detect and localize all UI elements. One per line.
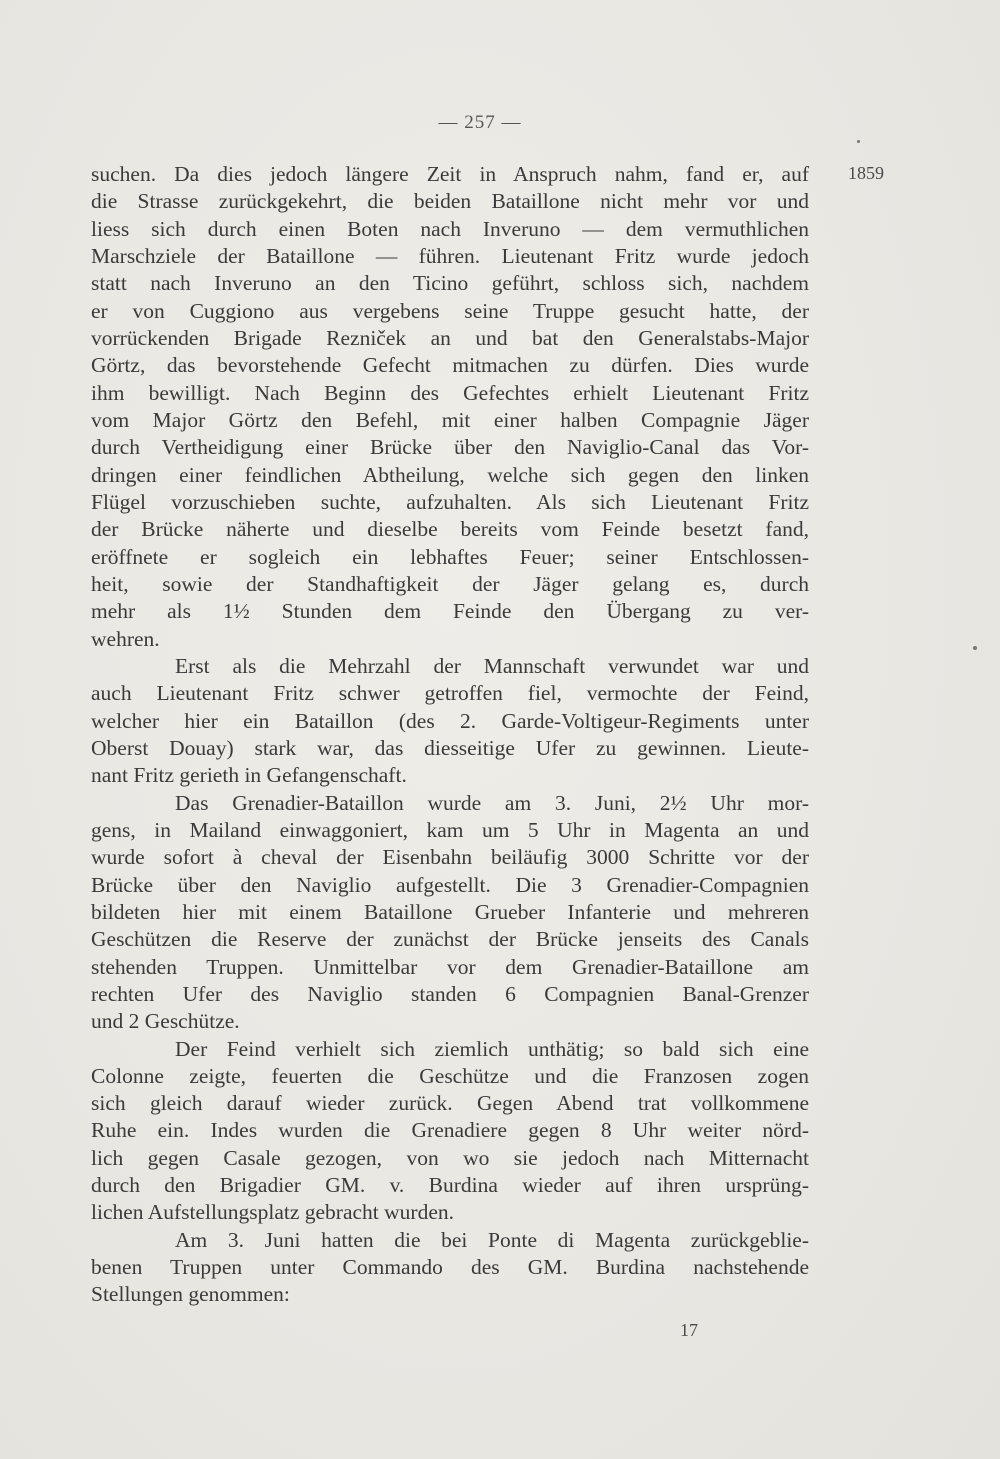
text-line: heit, sowie der Standhaftigkeit der Jäger gelang es, durch (91, 571, 809, 596)
text-line: ihm bewilligt. Nach Beginn des Gefechtes erhielt Lieutenant Fritz (91, 380, 809, 405)
body-text (91, 161, 809, 1309)
paper-speck (973, 646, 977, 650)
paper-speck (857, 140, 860, 143)
text-line: Flügel vorzuschieben suchte, aufzuhalten. Als sich Lieutenant Fritz (91, 489, 809, 514)
text-line: welcher hier ein Bataillon (des 2. Garde-Voltigeur-Regiments unter (91, 708, 809, 733)
text-line: suchen. Da dies jedoch längere Zeit in Anspruch nahm, fand er, auf (91, 162, 809, 186)
text-line: wehren. (91, 626, 160, 651)
text-line: Colonne zeigte, feuerten die Geschütze und die Franzosen zogen (91, 1063, 809, 1088)
text-line: Das Grenadier-Bataillon wurde am 3. Juni, 2½ Uhr mor- (175, 790, 809, 815)
text-line: die Strasse zurückgekehrt, die beiden Bataillone nicht mehr vor und (91, 189, 809, 214)
text-line: Stellungen genommen: (91, 1282, 290, 1307)
text-line: stehenden Truppen. Unmittelbar vor dem Grenadier-Bataillone am (91, 954, 809, 979)
text-line: er von Cuggiono aus vergebens seine Truppe gesucht hatte, der (91, 298, 809, 323)
text-line: durch Vertheidigung einer Brücke über den Naviglio-Canal das Vor- (91, 435, 809, 460)
margin-year-note: 1859 (848, 163, 884, 183)
text-line: gens, in Mailand einwaggoniert, kam um 5 Uhr in Magenta an und (91, 817, 809, 842)
text-line: liess sich durch einen Boten nach Inveruno — dem vermuthlichen (91, 216, 809, 241)
text-line: auch Lieutenant Fritz schwer getroffen fiel, vermochte der Feind, (91, 681, 809, 706)
text-line: lich gegen Casale gezogen, von wo sie jedoch nach Mitternacht (91, 1145, 809, 1170)
text-line: nant Fritz gerieth in Gefangenschaft. (91, 763, 407, 788)
text-line: und 2 Geschütze. (91, 1009, 240, 1034)
text-line: Erst als die Mehrzahl der Mannschaft verwundet war und (175, 653, 809, 678)
text-line: Marschziele der Bataillone — führen. Lieutenant Fritz wurde jedoch (91, 243, 809, 268)
text-line: Görtz, das bevorstehende Gefecht mitmachen zu dürfen. Dies wurde (91, 353, 809, 378)
text-line: statt nach Inveruno an den Ticino geführt, schloss sich, nachdem (91, 271, 809, 296)
text-line: wurde sofort à cheval der Eisenbahn beiläufig 3000 Schritte vor der (91, 845, 809, 870)
page-number: — 257 — (438, 112, 522, 133)
text-line: Brücke über den Naviglio aufgestellt. Die 3 Grenadier-Compagnien (91, 872, 809, 897)
text-line: Am 3. Juni hatten die bei Ponte di Magenta zurückgeblie- (175, 1227, 809, 1252)
text-line: eröffnete er sogleich ein lebhaftes Feuer; seiner Entschlossen- (91, 544, 809, 569)
text-line: mehr als 1½ Stunden dem Feinde den Übergang zu ver- (91, 599, 809, 624)
text-line: rechten Ufer des Naviglio standen 6 Compagnien Banal-Grenzer (91, 981, 809, 1006)
text-line: dringen einer feindlichen Abtheilung, welche sich gegen den linken (91, 462, 809, 487)
text-line: Der Feind verhielt sich ziemlich unthätig; so bald sich eine (175, 1036, 809, 1061)
printer-signature: 17 (680, 1320, 698, 1340)
text-line: Ruhe ein. Indes wurden die Grenadiere gegen 8 Uhr weiter nörd- (91, 1118, 809, 1143)
text-line: bildeten hier mit einem Bataillone Grueber Infanterie und mehreren (91, 899, 809, 924)
text-line: durch den Brigadier GM. v. Burdina wieder auf ihren ursprüng- (91, 1173, 809, 1198)
text-line: benen Truppen unter Commando des GM. Burdina nachstehende (91, 1255, 809, 1280)
text-line: Oberst Douay) stark war, das diesseitige Ufer zu gewinnen. Lieute- (91, 735, 809, 760)
text-line: vorrückenden Brigade Rezniček an und bat den Generalstabs-Major (91, 325, 809, 350)
text-line: lichen Aufstellungsplatz gebracht wurden. (91, 1200, 455, 1225)
text-line: der Brücke näherte und dieselbe bereits vom Feinde besetzt fand, (91, 517, 809, 542)
text-line: vom Major Görtz den Befehl, mit einer halben Compagnie Jäger (91, 407, 809, 432)
text-line: sich gleich darauf wieder zurück. Gegen Abend trat vollkommene (91, 1091, 809, 1116)
text-line: Geschützen die Reserve der zunächst der Brücke jenseits des Canals (91, 927, 809, 952)
